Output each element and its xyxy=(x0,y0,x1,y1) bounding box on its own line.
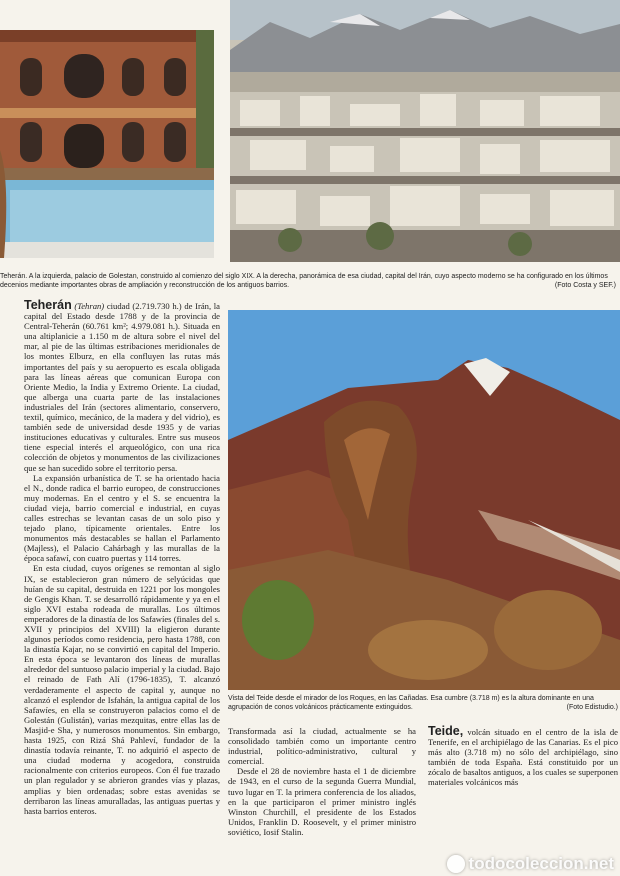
caption-tehran-text: Teherán. A la izquierda, palacio de Golestan, construido al comienzo del siglo XIX. A la derecha, panorámica de esa ciudad, capital del Irán, cuyo aspecto moderno se ha configurado en los últimos decenios mediante importantes obras de ampliación y reconstrucción de los antiguos barrios. xyxy=(0,273,608,289)
watermark xyxy=(447,854,614,874)
teheran-paragraph-1-text: ciudad (2.719.730 h.) de Irán, la capital del Estado desde 1788 y de la provincia de Central-Teherán (60.761 km²; 4.979.081 h.). Situada en una altiplanicie a 1.150 m de altura sobre el nivel del mar, al pie de las últimas estribaciones meridionales de los montes Elburz, en ella confluyen las rutas más importantes del país y su aeropuerto es escala obligada para las líneas aéreas que comunican Europa con Oriente Medio, la India y Extremo Oriente. La ciudad, que alberga una cuarta parte de las instalaciones industriales del Irán (sectores alimentario, conservero, textil, químico, mecánico, de la madera y del vidrio), es también sede de universidad desde 1935 y de varias instituciones educativas y culturales. Entre sus museos tiene especial interés el arqueológico, con una rica colección de objetos y monumentos de las civilizaciones que se han sucedido sobre el territorio persa. xyxy=(24,301,220,473)
caption-teide xyxy=(228,694,618,712)
photo-tehran-panorama xyxy=(230,0,620,262)
teheran-paragraph-3: En esta ciudad, cuyos orígenes se remontan al siglo IX, se establecieron gran número de selyúcidas que huían de su capital, destruida en 1221 por los mongoles de Gengis Khan. T. se desarrolló rápidamente y ya en el siglo XVI estaba rodeada de murallas. Los últimos emperadores de la dinastía de los Safawíes (finales del s. XVII y principios del XVIII) la eligieron durante algunos períodos como residencia, pero hasta 1788, con la dinastía Kajar, no se convirtió en capital del Imperio. En esta época se levantaron dos líneas de murallas alrededor del suntuoso palacio imperial y la ciudad. Bajo el reinado de Fath Alí (1796-1835), T. alcanzó verdaderamente el aspecto de capital y, aunque no alcanzó el esplendor de Isfahán, la antigua capital de los Safawíes, en ella se construyeron palacios como el de Golestán (Gulistán), varias mezquitas, entre ellas las de Masjid-e Sha, y numerosos monumentos. Sin embargo, hasta 1925, con Rizá Shá Pahleví, fundador de la dinastía todavía reinante, T. no adquirió el aspecto de una ciudad moderna y acogedora, construida racionalmente con criterios europeos. Con él fue trazado un plan regulador y se abrieron grandes vías y plazas, amplias y bien ordenadas; sobre estas avenidas se derribaron las líneas amuralladas, las antiguas puertas y hasta barrios enteros. xyxy=(24,563,220,816)
teheran-paragraph-2: La expansión urbanística de T. se ha orientado hacia el N., donde radica el barrio europeo, de construcciones muy modernas. En el centro y el S. se encuentra la ciudad vieja, barrio comercial e industrial, en cuyas calles estrechas se levantan casas de un solo piso y tejado plano, típicamente orientales. Entre los monumentos más destacables se hallan el Parlamento (Majless), el Palacio Cahárbagh y las murallas de la época safawí, con cuatro puertas y 114 torres. xyxy=(24,472,220,564)
teide-paragraph-1 xyxy=(428,726,618,788)
watermark-logo-icon xyxy=(447,855,465,873)
article-teheran-column xyxy=(24,300,220,816)
teide-paragraph-1-text: volcán situado en el centro de la isla de Tenerife, en el archipiélago de las Canarias. Es el pico más alto (3.718 m) no sólo del archipiélago, sino también de toda España. Está constituido por un zócalo de basaltos antiguos, a los cuales se superponen materiales volcánicos más xyxy=(428,727,618,788)
teheran-paragraph-4: Transformada así la ciudad, actualmente se ha consolidado también como un importante centro industrial, político-administrativo, cultural y comercial. xyxy=(228,726,416,767)
caption-teide-text: Vista del Teide desde el mirador de los Roques, en las Cañadas. Esa cumbre (3.718 m) es la altura dominante en una agrupación de conos volcánicos prácticamente extinguidos. xyxy=(228,695,594,711)
article-teheran-continued xyxy=(228,726,416,837)
caption-tehran-credit: (Foto Costa y SEF.) xyxy=(554,282,616,289)
watermark-text: todocoleccion.net xyxy=(468,854,614,873)
article-teide-column xyxy=(428,726,618,788)
teheran-paragraph-1 xyxy=(24,300,220,473)
teheran-paragraph-5: Desde el 28 de noviembre hasta el 1 de diciembre de 1943, en el curso de la segunda Guerra Mundial, tuvo lugar en T. la primera conferencia de los aliados, en la que participaron el primer ministro inglés Winston Churchill, el presidente de los Estados Unidos, Franklin D. Roosevelt, y el primer ministro soviético, Iosif Stalin. xyxy=(228,766,416,837)
caption-tehran xyxy=(0,272,616,290)
teheran-headword: Teherán xyxy=(24,298,72,312)
photo-golestan-palace xyxy=(0,30,214,258)
teide-headword: Teide, xyxy=(428,724,464,738)
caption-teide-credit: (Foto Edistudio.) xyxy=(566,704,618,711)
teheran-alt-name: (Tehran) xyxy=(74,301,105,311)
photo-teide xyxy=(228,310,620,690)
